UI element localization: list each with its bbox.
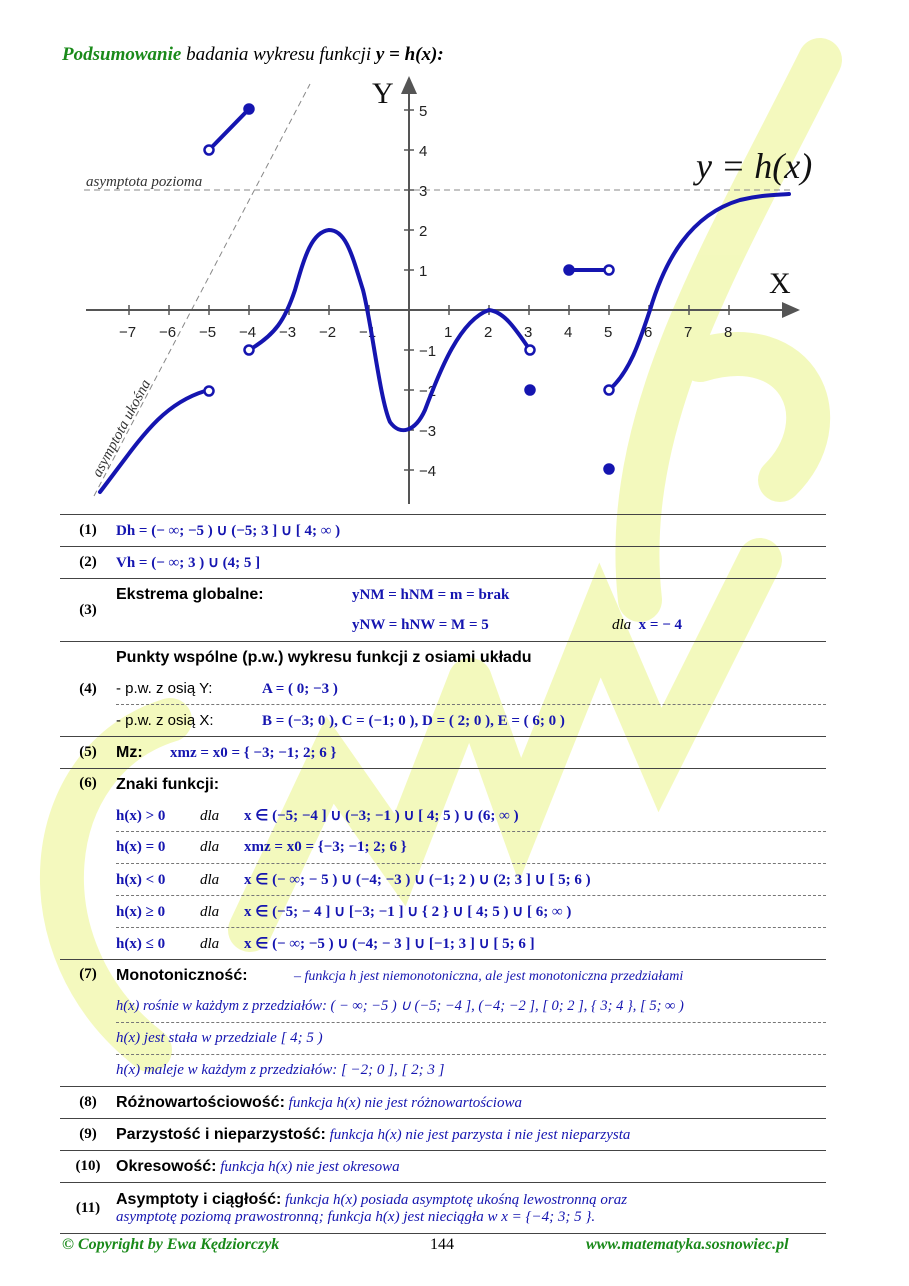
x-tick-label: −6 <box>159 324 177 341</box>
open-point <box>605 386 614 395</box>
y-axis-label: Y <box>372 77 394 110</box>
sign-lhs: h(x) ≥ 0 <box>116 904 166 920</box>
asymptotes-heading: Asymptoty i ciągłość: <box>116 1190 282 1208</box>
footer-website[interactable]: www.matematyka.sosnowiec.pl <box>586 1236 789 1253</box>
y-tick-label: 1 <box>419 263 428 280</box>
x-tick-label: −3 <box>279 324 297 341</box>
row-number: (2) <box>60 547 116 579</box>
row-number: (7) <box>60 960 116 1087</box>
x-tick-label: 5 <box>604 324 613 341</box>
x-tick-label: 4 <box>564 324 573 341</box>
y-tick-label: −3 <box>419 423 437 440</box>
y-tick-label: 2 <box>419 223 428 240</box>
row-number: (4) <box>60 642 116 737</box>
sign-rhs: x ∈ (−5; − 4 ] ∪ [−3; −1 ] ∪ { 2 } ∪ [ 4; 5 ) ∪ [ 6; ∞ ) <box>244 904 572 920</box>
y-tick-label: −4 <box>419 463 437 480</box>
sign-lhs: h(x) > 0 <box>116 808 166 824</box>
global-max-x: x = − 4 <box>638 617 683 633</box>
y-tick-label: −2 <box>419 383 437 400</box>
y-tick-label: 4 <box>419 143 428 160</box>
x-tick-label: 7 <box>684 324 693 341</box>
decreasing-intervals: h(x) maleje w każdym z przedziałów: [ −2; 0 ], [ 2; 3 ] <box>116 1062 445 1078</box>
row-number: (11) <box>60 1183 116 1234</box>
row-number: (8) <box>60 1087 116 1119</box>
title-lead: Podsumowanie <box>62 44 182 65</box>
function-graph <box>0 0 909 510</box>
row-number: (9) <box>60 1119 116 1151</box>
closed-point <box>565 266 574 275</box>
extrema-heading: Ekstrema globalne: <box>116 585 264 603</box>
parity-heading: Parzystość i nieparzystość: <box>116 1125 326 1143</box>
monotonicity-summary: – funkcja h jest niemonotoniczna, ale jest monotoniczna przedziałami <box>294 968 684 984</box>
periodicity-heading: Okresowość: <box>116 1157 217 1175</box>
zeros-heading: Mz: <box>116 743 143 761</box>
y-tick-label: 5 <box>419 103 428 120</box>
injectivity-value: funkcja h(x) nie jest różnowartościowa <box>288 1094 522 1111</box>
closed-point <box>526 386 535 395</box>
x-tick-label: −2 <box>319 324 337 341</box>
sign-rhs: x ∈ (−5; −4 ] ∪ (−3; −1 ) ∪ [ 4; 5 ) ∪ (6; ∞ ) <box>244 808 519 824</box>
open-point <box>526 346 535 355</box>
closed-point <box>605 465 614 474</box>
row-number: (10) <box>60 1151 116 1183</box>
footer-copyright: © Copyright by Ewa Kędziorczyk <box>62 1236 280 1253</box>
open-point <box>605 266 614 275</box>
parity-value: funkcja h(x) nie jest parzysta i nie jest nieparzysta <box>329 1126 631 1143</box>
function-curve <box>100 109 789 492</box>
monotonicity-heading: Monotoniczność: <box>116 966 248 984</box>
x-intersection-label: - p.w. z osią X: <box>116 711 214 729</box>
domain-value: Dh = (− ∞; −5 ) ∪ (−5; 3 ] ∪ [ 4; ∞ ) <box>116 523 341 539</box>
y-tick-label: −1 <box>419 343 437 360</box>
oblique-asymptote-label: asymptota ukośna <box>89 377 155 480</box>
row-number: (1) <box>60 515 116 547</box>
function-label: y = h(x) <box>696 146 813 186</box>
title-rest: badania wykresu funkcji <box>186 44 372 65</box>
continuity-text: asymptotę poziomą prawostronną; funkcja h(x) jest nieciągła w x = {−4; 3; 5 }. <box>116 1208 596 1225</box>
row-number: (6) <box>60 769 116 960</box>
constant-interval: h(x) jest stała w przedziale [ 4; 5 ) <box>116 1030 323 1046</box>
sign-rhs: x ∈ (− ∞; −5 ) ∪ (−4; − 3 ] ∪ [−1; 3 ] ∪ [ 5; 6 ] <box>244 936 535 952</box>
x-tick-label: −4 <box>239 324 257 341</box>
global-max: yNW = hNW = M = 5 <box>352 617 489 633</box>
x-tick-label: −1 <box>359 324 377 341</box>
global-min: yNM = hNM = m = brak <box>352 586 510 603</box>
row-number: (5) <box>60 737 116 769</box>
x-tick-label: −7 <box>119 324 137 341</box>
x-axis-label: X <box>769 267 791 300</box>
intersections-heading: Punkty wspólne (p.w.) wykresu funkcji z osiami układu <box>116 648 532 666</box>
sign-lhs: h(x) ≤ 0 <box>116 936 166 952</box>
sign-lhs: h(x) < 0 <box>116 872 166 888</box>
x-tick-label: 8 <box>724 324 733 341</box>
sign-rhs: x ∈ (− ∞; − 5 ) ∪ (−4; −3 ) ∪ (−1; 2 ) ∪ (2; 3 ] ∪ [ 5; 6 ) <box>244 872 591 888</box>
horizontal-asymptote-label: asymptota pozioma <box>86 174 203 190</box>
dla-label: dla <box>200 904 220 920</box>
open-point <box>205 387 214 396</box>
x-tick-label: 3 <box>524 324 533 341</box>
open-point <box>245 346 254 355</box>
increasing-intervals: h(x) rośnie w każdym z przedziałów: ( − ∞; −5 ) ∪ (−5; −4 ], (−4; −2 ], [ 0; 2 ], { 3; 4 }, [ 5; ∞ ) <box>116 998 684 1014</box>
dla-label: dla <box>612 617 632 633</box>
zeros-value: xmz = x0 = { −3; −1; 2; 6 } <box>170 744 337 761</box>
dla-label: dla <box>200 808 220 824</box>
closed-point <box>245 105 254 114</box>
x-tick-label: 6 <box>644 324 653 341</box>
sign-lhs: h(x) = 0 <box>116 839 166 855</box>
y-tick-label: 3 <box>419 183 428 200</box>
sign-rhs: xmz = x0 = {−3; −1; 2; 6 } <box>244 839 407 855</box>
x-tick-label: 1 <box>444 324 453 341</box>
asymptotes-text: funkcja h(x) posiada asymptotę ukośną lewostronną oraz <box>285 1191 628 1208</box>
dla-label: dla <box>200 839 220 855</box>
dla-label: dla <box>200 872 220 888</box>
y-intersection-value: A = ( 0; −3 ) <box>262 680 338 697</box>
injectivity-heading: Różnowartościowość: <box>116 1093 285 1111</box>
range-value: Vh = (− ∞; 3 ) ∪ (4; 5 ] <box>116 555 261 571</box>
y-intersection-label: - p.w. z osią Y: <box>116 679 213 697</box>
dla-label: dla <box>200 936 220 952</box>
open-point <box>205 146 214 155</box>
x-intersection-value: B = (−3; 0 ), C = (−1; 0 ), D = ( 2; 0 ), E = ( 6; 0 ) <box>262 712 565 729</box>
signs-heading: Znaki funkcji: <box>116 775 220 793</box>
x-tick-label: 2 <box>484 324 493 341</box>
row-number: (3) <box>60 579 116 642</box>
periodicity-value: funkcja h(x) nie jest okresowa <box>220 1158 400 1175</box>
page-number: 144 <box>430 1236 454 1253</box>
x-tick-label: −5 <box>199 324 217 341</box>
summary-table <box>60 514 826 1234</box>
title-formula: y = h(x): <box>375 44 444 65</box>
